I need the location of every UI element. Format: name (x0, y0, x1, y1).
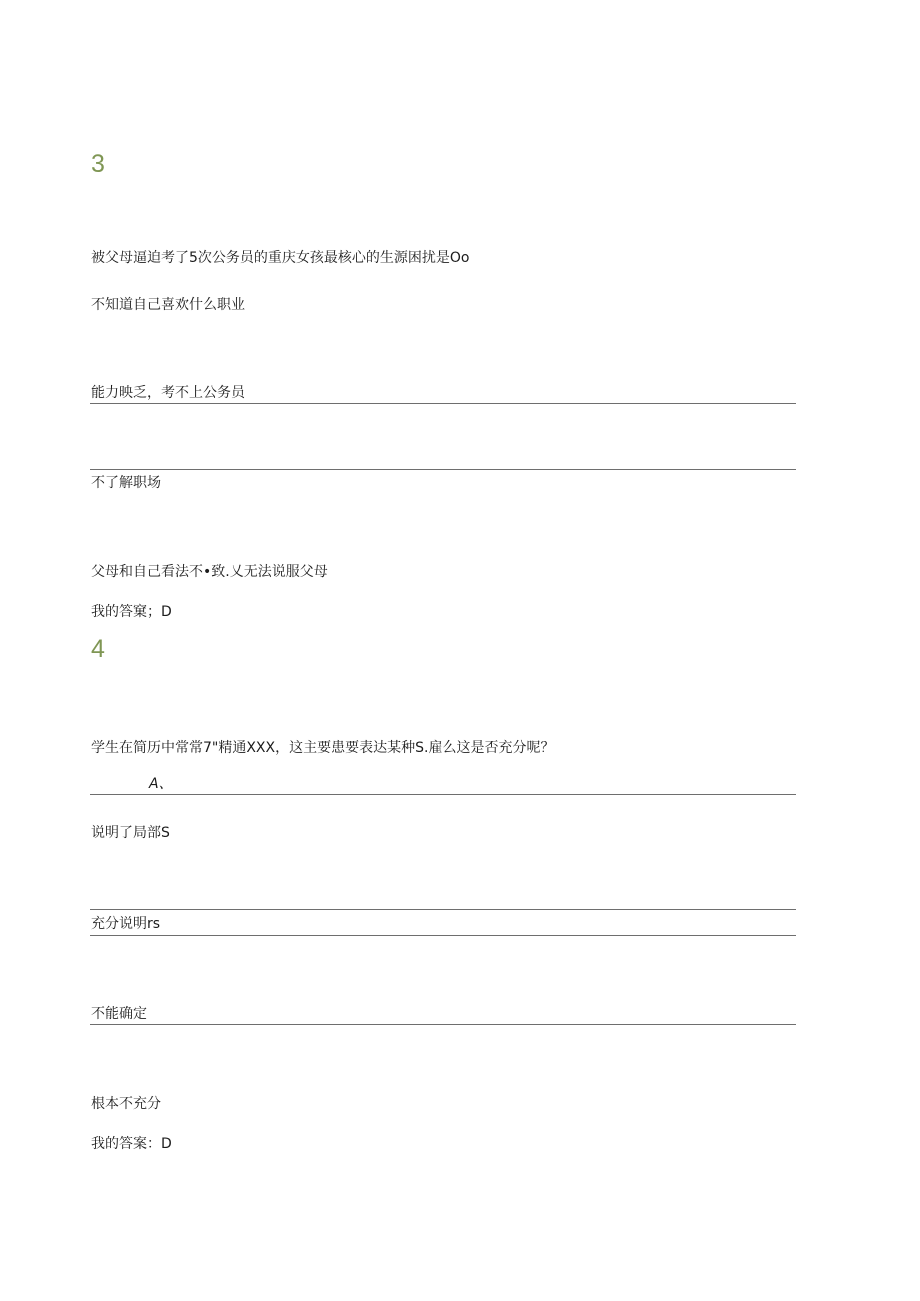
option-text: 说明了局部S (91, 825, 170, 841)
divider-line (90, 1024, 796, 1025)
answer-text: 我的答案：D (91, 1136, 172, 1152)
question-stem: 被父母逼迫考了5次公务员的重庆女孩最核心的生源困扰是Oo (91, 250, 470, 266)
question-stem: 学生在简历中常常7"精通XXX，这主要患要表达某种S.雇么这是否充分呢？ (91, 740, 555, 756)
answer-text: 我的答窠；D (91, 604, 172, 620)
question-number: 4 (91, 635, 105, 663)
option-text: 充分说明rs (91, 916, 161, 932)
question-number: 3 (91, 150, 105, 178)
divider-line (90, 794, 796, 795)
divider-line (90, 935, 796, 936)
divider-line (90, 403, 796, 404)
option-text: 不了解职场 (91, 475, 161, 491)
option-text: 根本不充分 (91, 1096, 161, 1112)
option-marker: A、 (149, 776, 173, 792)
option-text: 能力映乏，考不上公务员 (91, 385, 245, 401)
option-text: 不能确定 (91, 1006, 147, 1022)
divider-line (90, 469, 796, 470)
option-text: 不知道自己喜欢什么职业 (91, 297, 245, 313)
divider-line (90, 909, 796, 910)
option-text: 父母和自己看法不•致.乂无法说服父母 (91, 564, 328, 580)
